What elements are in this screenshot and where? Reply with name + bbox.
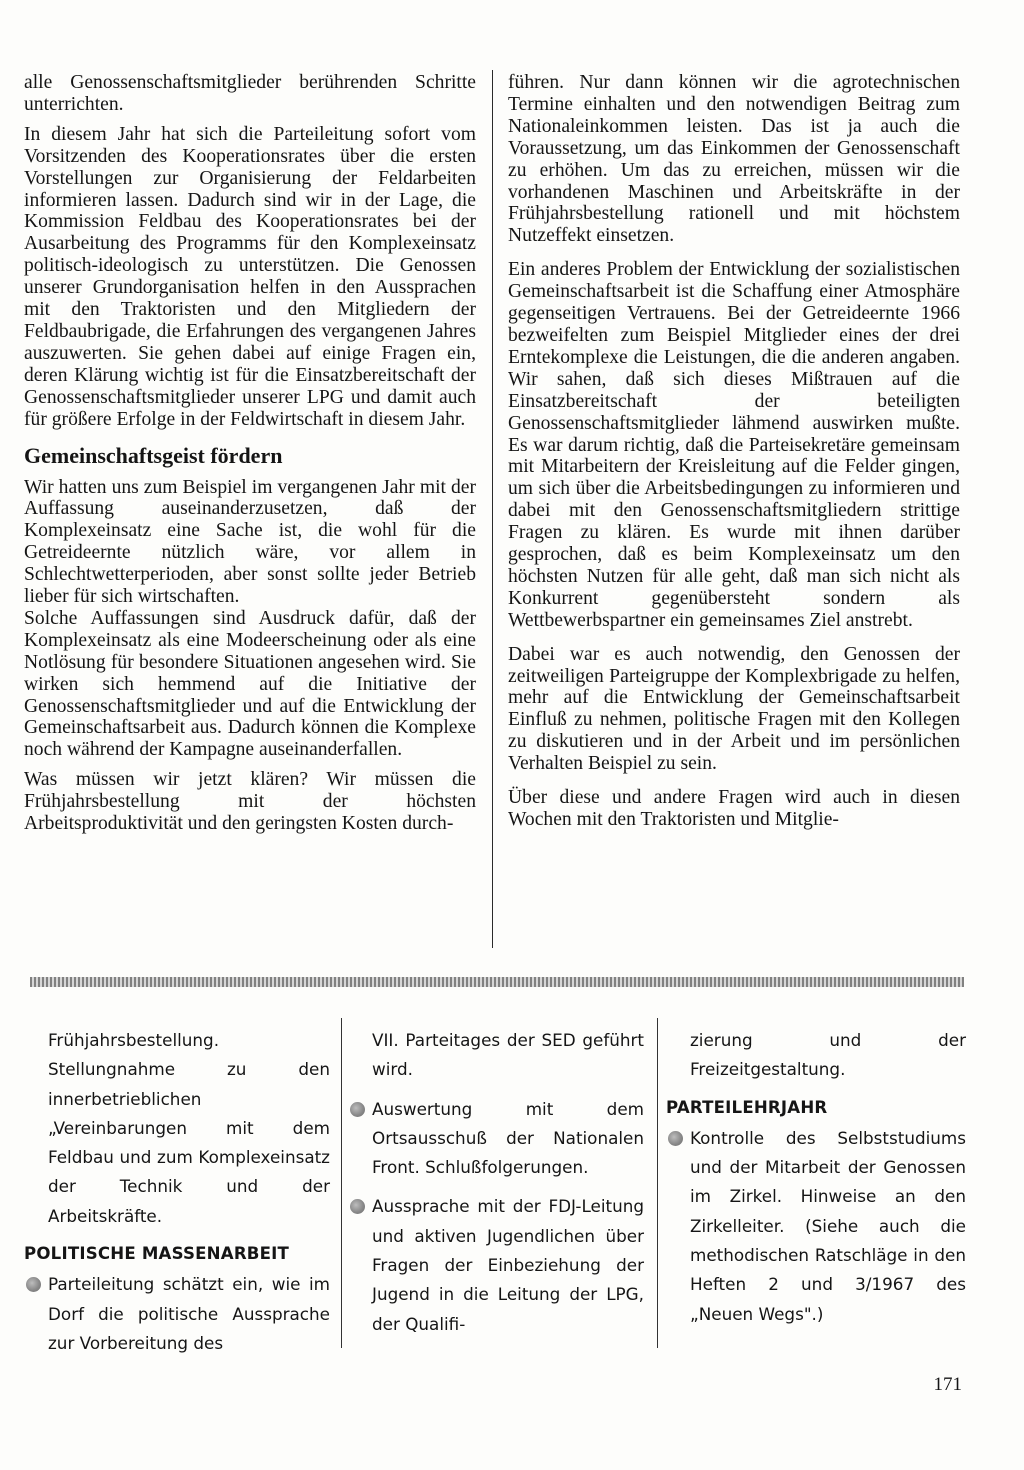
page-number: 171 <box>933 1374 962 1395</box>
plan-column-1 <box>24 1026 330 1358</box>
article-column-right <box>508 72 960 831</box>
plan-text: zierung und der Freizeitgestaltung. <box>690 1030 966 1080</box>
paragraph: Solche Auffassungen sind Ausdruck dafür, daß der Komplexeinsatz als eine Modeerscheinung oder als eine Notlösung für besondere Situationen angesehen wird. Sie wirken sich hemmend auf die Initiative der Genossenschaftsmitglieder und auf die Entwicklung der Gemeinschaftsarbeit aus. Dadurch können die Komplexe noch während der Kampagne auseinanderfallen. <box>24 607 476 761</box>
plan-bullet-text: Aussprache mit der FDJ-Leitung und aktiven Jugendlichen über Fragen der Einbeziehung der Jugend in die Leitung der LPG, der Qualifi- <box>372 1196 644 1334</box>
plan-bullet-text: Auswertung mit dem Ortsausschuß der Nationalen Front. Schlußfolgerungen. <box>372 1098 644 1178</box>
plan-bullet <box>666 1124 966 1329</box>
paragraph: führen. Nur dann können wir die agrotechnischen Termine einhalten und den notwendigen Beitrag zum Nationaleinkommen leisten. Das ist ja auch die Voraussetzung, um das Einkommen der Genossenschaft zu erhöhen. Um das zu erreichen, müssen wir die vorhandenen Maschinen und Arbeitskräfte in der Frühjahrsbestellung rationell und mit höchstem Nutzeffekt einsetzen. <box>508 72 960 247</box>
bullet-icon <box>668 1131 683 1146</box>
section-separator <box>30 977 964 987</box>
paragraph: Über diese und andere Fragen wird auch in diesen Wochen mit den Traktoristen und Mitglie- <box>508 787 960 830</box>
plan-heading: POLITISCHE MASSENARBEIT <box>24 1244 290 1264</box>
plan-column-3 <box>666 1026 966 1329</box>
paragraph: Ein anderes Problem der Entwicklung der sozialistischen Gemeinschaftsarbeit ist die Schaffung einer Atmosphäre gegenseitigen Vertrauens. Bei der Getreideernte 1966 bezweifelten zum Beispiel Mitglieder eines der drei Erntekomplexe die Leistungen, die die anderen angaben. Wir sahen, daß sich dieses Mißtrauen auf die Einsatzbereitschaft der beteiligten Genossenschaftsmitglieder lähmend auswirken mußte. Es war darum richtig, daß die Parteisekretäre gemeinsam mit Mitarbeitern der Kreisleitung auf die Felder gingen, um sich über die Arbeitsbedingungen zu informieren und dabei mit den Genossenschaftsmitgliedern strittige Fragen zu klären. Es wurde mit ihnen darüber gesprochen, daß es beim Komplexeinsatz um den höchsten Nutzen für alle geht, daß man sich nicht als Konkurrent gegenübersteht sondern als Wettbewerbspartner ein gemeinsames Ziel anstrebt. <box>508 259 960 631</box>
paragraph: alle Genossenschaftsmitglieder berührenden Schritte unterrichten. <box>24 72 476 115</box>
plan-text: VII. Parteitages der SED geführt wird. <box>372 1030 644 1080</box>
plan-bullet-text: Parteileitung schätzt ein, wie im Dorf die politische Aussprache zur Vorbereitung des <box>48 1274 330 1353</box>
column-divider <box>492 70 493 948</box>
plan-column-2 <box>348 1026 644 1339</box>
plan-bullet <box>348 1192 644 1338</box>
plan-bullet-text: Kontrolle des Selbststudiums und der Mitarbeit der Genossen im Zirkel. Hinweise an den Zirkelleiter. (Siehe auch die methodischen Ratschläge in den Heften 2 und 3/1967 des „Neuen Wegs".) <box>690 1127 966 1324</box>
paragraph: Was müssen wir jetzt klären? Wir müssen die Frühjahrsbestellung mit der höchsten Arbeitsproduktivität und den geringsten Kosten durch- <box>24 769 476 835</box>
bullet-icon <box>26 1277 41 1292</box>
plan-heading: PARTEILEHRJAHR <box>666 1097 828 1117</box>
paragraph: Dabei war es auch notwendig, den Genossen der zeitweiligen Parteigruppe der Komplexbrigade zu helfen, mehr auf die Entwicklung der Gemeinschaftsarbeit Einfluß zu nehmen, politische Fragen mit den Kollegen zu diskutieren und in der Arbeit und im persönlichen Verhalten Beispiel zu sein. <box>508 643 960 775</box>
paragraph: In diesem Jahr hat sich die Parteileitung sofort vom Vorsitzenden des Kooperationsrates über die ersten Vorstellungen zur Organisierung der Feldarbeiten informieren lassen. Dadurch sind wir in der Lage, die Kommission Feldbau des Kooperationsrates bei der Ausarbeitung des Programms für den Komplexeinsatz politisch-ideologisch zu unterstützen. Die Genossen unserer Grundorganisation helfen in den Aussprachen mit den Traktoristen und den Mitgliedern der Feldbaubrigade, die Erfahrungen des vergangenen Jahres auszuwerten. Sie gehen dabei auf einige Fragen ein, deren Klärung wichtig ist für die Einsatzbereitschaft der Genossenschaftsmitglieder unserer LPG und damit auch für größere Erfolge in der Feldwirtschaft in diesem Jahr. <box>24 123 476 430</box>
column-divider <box>341 1018 342 1348</box>
column-divider <box>657 1018 658 1348</box>
plan-bullet <box>24 1270 330 1358</box>
paragraph: Wir hatten uns zum Beispiel im vergangenen Jahr mit der Auffassung auseinanderzusetzen, daß der Komplexeinsatz eine Sache ist, die wohl für die Getreideernte nützlich wäre, vor allem in Schlechtwetterperioden, aber sonst sollte jeder Betrieb lieber für sich wirtschaften. <box>24 476 476 608</box>
section-heading: Gemeinschaftsgeist fördern <box>24 442 283 468</box>
plan-bullet <box>348 1095 644 1183</box>
article-column-left <box>24 72 476 835</box>
plan-text: Frühjahrsbestellung. Stellungnahme zu den innerbetrieblichen „Vereinbarungen mit dem Feldbau und zum Komplexeinsatz der Technik und der Arbeitskräfte. <box>48 1030 330 1226</box>
bullet-icon <box>350 1102 365 1117</box>
bullet-icon <box>350 1199 365 1214</box>
